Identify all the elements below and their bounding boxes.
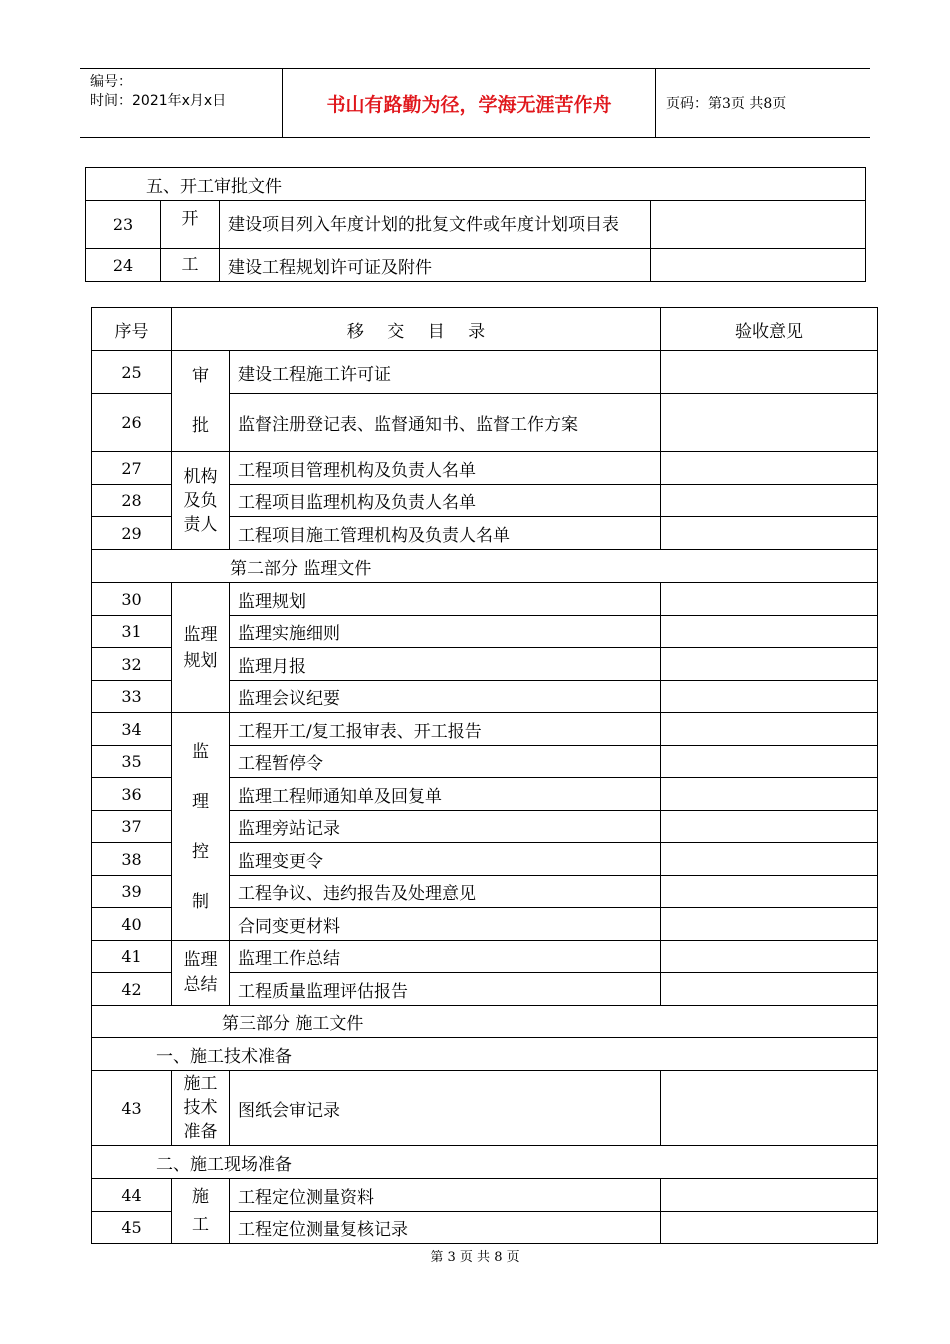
group-label: 理	[192, 791, 209, 812]
section-title: 第二部分 监理文件	[92, 550, 878, 583]
section-title: 第三部分 施工文件	[92, 1006, 878, 1038]
table-row	[86, 249, 866, 282]
opinion-cell	[661, 941, 878, 973]
item-cell: 监理工作总结	[230, 941, 661, 973]
page-header	[80, 68, 870, 138]
approval-files-table	[85, 167, 866, 282]
item-cell: 监督注册登记表、监督通知书、监督工作方案	[230, 394, 661, 452]
item-cell: 图纸会审记录	[230, 1071, 661, 1146]
item-cell: 监理月报	[230, 648, 661, 681]
table-row	[92, 713, 878, 746]
item-cell: 工程质量监理评估报告	[230, 973, 661, 1006]
opinion-cell	[661, 973, 878, 1006]
header-motto: 书山有路勤为径，学海无涯苦作舟	[283, 69, 656, 137]
group-label: 责人	[183, 514, 218, 535]
group-label: 施工	[183, 1074, 218, 1094]
group-cell	[161, 201, 220, 249]
serial-label: 编号：	[90, 74, 132, 90]
row-number: 38	[92, 843, 172, 876]
table-row	[86, 201, 866, 249]
opinion-cell	[651, 249, 866, 282]
row-number: 34	[92, 713, 172, 746]
opinion-cell	[661, 811, 878, 843]
group-cell	[161, 249, 220, 282]
group-label: 控	[192, 841, 209, 862]
opinion-cell	[661, 1212, 878, 1244]
item-cell: 监理工程师通知单及回复单	[230, 778, 661, 811]
row-number: 39	[92, 876, 172, 908]
group-label: 监理	[183, 624, 218, 645]
section-title: 五、开工审批文件	[86, 168, 866, 201]
item-cell: 工程项目施工管理机构及负责人名单	[230, 517, 661, 550]
group-label: 准备	[183, 1122, 218, 1142]
group-label: 制	[192, 891, 209, 912]
table-row	[92, 941, 878, 973]
opinion-cell	[661, 713, 878, 746]
row-number: 31	[92, 616, 172, 648]
opinion-cell	[661, 778, 878, 811]
item-cell: 监理实施细则	[230, 616, 661, 648]
section-row	[92, 1038, 878, 1071]
row-number: 41	[92, 941, 172, 973]
row-number: 37	[92, 811, 172, 843]
row-number: 40	[92, 908, 172, 941]
row-number: 42	[92, 973, 172, 1006]
item-cell: 工程暂停令	[230, 746, 661, 778]
row-number: 43	[92, 1071, 172, 1146]
group-label: 开	[181, 209, 199, 229]
section-row	[92, 1006, 878, 1038]
col-header-opinion: 验收意见	[661, 308, 878, 351]
transfer-catalog-table	[91, 307, 878, 1244]
group-label: 规划	[183, 650, 218, 671]
item-cell: 工程定位测量复核记录	[230, 1212, 661, 1244]
row-number: 44	[92, 1179, 172, 1212]
group-label: 机构	[183, 466, 218, 487]
item-cell: 工程项目管理机构及负责人名单	[230, 452, 661, 485]
item-cell: 合同变更材料	[230, 908, 661, 941]
table-row	[92, 452, 878, 485]
group-plan	[172, 583, 230, 713]
row-number: 25	[92, 351, 172, 394]
opinion-cell	[661, 843, 878, 876]
col-header-no: 序号	[92, 308, 172, 351]
opinion-cell	[661, 1179, 878, 1212]
opinion-cell	[661, 648, 878, 681]
opinion-cell	[661, 517, 878, 550]
group-approval	[172, 351, 230, 452]
group-control	[172, 713, 230, 941]
row-number: 28	[92, 485, 172, 517]
opinion-cell	[661, 452, 878, 485]
header-meta	[80, 69, 283, 137]
opinion-cell	[661, 394, 878, 452]
row-number: 23	[86, 201, 161, 249]
item-cell: 建设工程规划许可证及附件	[220, 249, 651, 282]
group-label: 技术	[183, 1098, 218, 1118]
row-number: 24	[86, 249, 161, 282]
row-number: 30	[92, 583, 172, 616]
opinion-cell	[661, 1071, 878, 1146]
row-number: 35	[92, 746, 172, 778]
section-row	[86, 168, 866, 201]
row-number: 27	[92, 452, 172, 485]
group-summary	[172, 941, 230, 1006]
header-row	[92, 308, 878, 351]
opinion-cell	[661, 583, 878, 616]
item-cell: 监理规划	[230, 583, 661, 616]
group-org	[172, 452, 230, 550]
opinion-cell	[651, 201, 866, 249]
table-row	[92, 1071, 878, 1146]
opinion-cell	[661, 485, 878, 517]
item-cell: 监理旁站记录	[230, 811, 661, 843]
group-label: 监理	[183, 950, 218, 970]
opinion-cell	[661, 876, 878, 908]
item-cell: 建设项目列入年度计划的批复文件或年度计划项目表	[220, 201, 651, 249]
row-number: 36	[92, 778, 172, 811]
group-label: 工	[192, 1215, 209, 1235]
group-label: 审	[192, 366, 209, 386]
opinion-cell	[661, 616, 878, 648]
item-cell: 工程项目监理机构及负责人名单	[230, 485, 661, 517]
row-number: 29	[92, 517, 172, 550]
item-cell: 工程定位测量资料	[230, 1179, 661, 1212]
row-number: 33	[92, 681, 172, 713]
group-label: 批	[192, 416, 209, 436]
section-row	[92, 1146, 878, 1179]
section-title: 二、施工现场准备	[92, 1146, 878, 1179]
group-label: 施	[192, 1187, 209, 1207]
table-row	[92, 351, 878, 394]
header-page-label: 页码：第3页 共8页	[666, 96, 787, 112]
group-label: 及负	[183, 490, 218, 511]
item-cell: 建设工程施工许可证	[230, 351, 661, 394]
group-label: 总结	[183, 975, 218, 995]
row-number: 32	[92, 648, 172, 681]
table-row	[92, 583, 878, 616]
group-tech-prep	[172, 1071, 230, 1146]
col-header-catalog: 移 交 目 录	[172, 308, 661, 351]
row-number: 45	[92, 1212, 172, 1244]
row-number: 26	[92, 394, 172, 452]
time-label: 时间：2021年x月x日	[90, 93, 227, 109]
opinion-cell	[661, 908, 878, 941]
opinion-cell	[661, 351, 878, 394]
opinion-cell	[661, 746, 878, 778]
item-cell: 工程争议、违约报告及处理意见	[230, 876, 661, 908]
item-cell: 工程开工/复工报审表、开工报告	[230, 713, 661, 746]
section-row	[92, 550, 878, 583]
section-title: 一、施工技术准备	[92, 1038, 878, 1071]
item-cell: 监理变更令	[230, 843, 661, 876]
group-label: 工	[181, 255, 199, 275]
group-label: 监	[192, 741, 209, 762]
page-footer: 第 3 页 共 8 页	[430, 1250, 520, 1265]
item-cell: 监理会议纪要	[230, 681, 661, 713]
table-row	[92, 1179, 878, 1212]
opinion-cell	[661, 681, 878, 713]
group-site-prep	[172, 1179, 230, 1244]
